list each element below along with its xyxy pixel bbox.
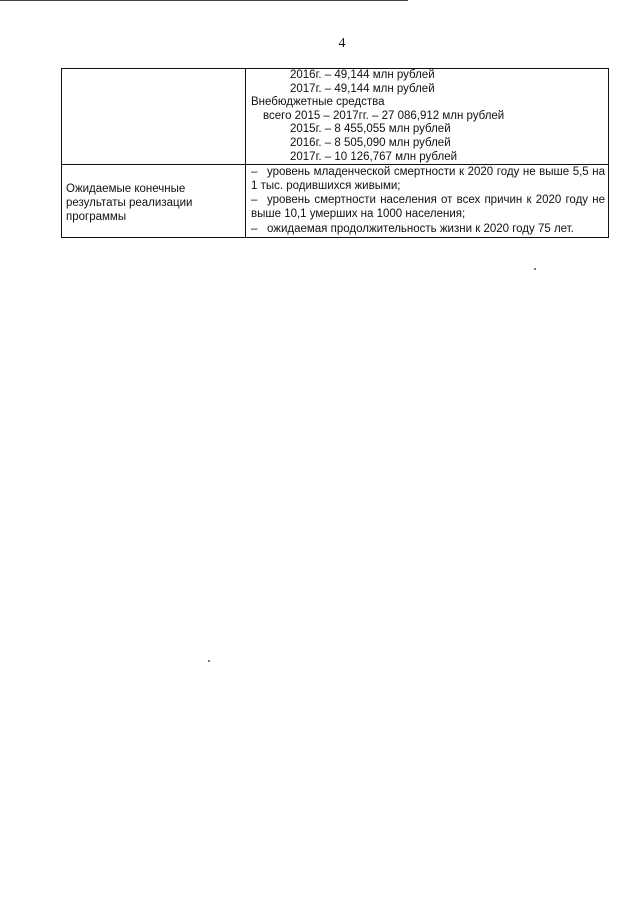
list-dash: – bbox=[251, 222, 258, 235]
scan-speck bbox=[208, 660, 210, 662]
financing-value-cell bbox=[246, 69, 609, 165]
financing-line: 2016г. – 49,144 млн рублей bbox=[290, 69, 435, 81]
financing-label-cell bbox=[62, 69, 246, 165]
list-dash: – bbox=[251, 194, 258, 207]
list-dash: – bbox=[251, 166, 258, 179]
result-item-infant-mortality bbox=[246, 165, 608, 193]
top-edge-rule bbox=[0, 0, 408, 3]
financing-row bbox=[62, 69, 609, 165]
financing-line: 2017г. – 10 126,767 млн рублей bbox=[290, 150, 458, 163]
results-label-cell bbox=[62, 165, 246, 238]
financing-total-line: всего 2015 – 2017гг. – 27 086,912 млн рублей bbox=[263, 109, 505, 122]
financing-line: 2015г. – 8 455,055 млн рублей bbox=[290, 123, 451, 136]
result-text: уровень смертности населения от всех причин к 2020 году не выше 10,1 умерших на 1000 населения; bbox=[251, 194, 605, 220]
result-text: ожидаемая продолжительность жизни к 2020 году 75 лет. bbox=[267, 222, 574, 235]
scan-speck bbox=[534, 268, 536, 270]
results-row bbox=[62, 165, 609, 238]
results-label-line: результаты реализации bbox=[66, 197, 193, 210]
results-label-line: Ожидаемые конечные bbox=[66, 183, 186, 196]
financing-line: 2016г. – 8 505,090 млн рублей bbox=[290, 136, 451, 149]
program-passport-table bbox=[61, 68, 609, 238]
results-value-cell bbox=[246, 165, 609, 238]
results-label-line: программы bbox=[66, 211, 127, 224]
result-item-mortality bbox=[246, 193, 608, 221]
result-item-life-expectancy bbox=[246, 222, 608, 238]
financing-line: 2017г. – 49,144 млн рублей bbox=[290, 82, 435, 95]
result-text: уровень младенческой смертности к 2020 году не выше 5,5 на 1 тыс. родившихся живыми; bbox=[251, 166, 605, 192]
financing-heading: Внебюджетные средства bbox=[251, 96, 385, 109]
page-number: 4 bbox=[338, 36, 346, 51]
